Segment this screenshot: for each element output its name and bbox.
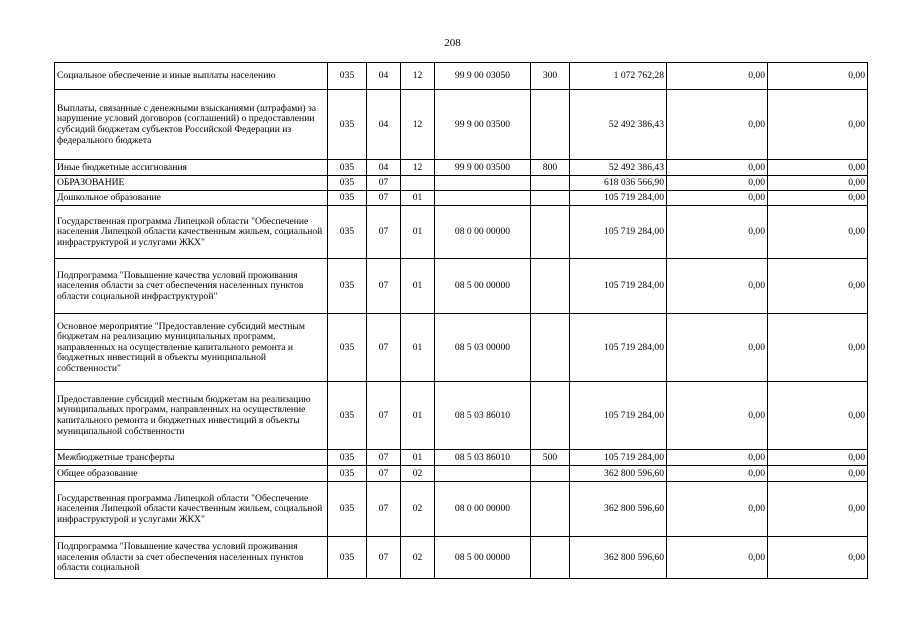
row-vr (531, 90, 570, 160)
row-sum3: 0,00 (768, 259, 868, 314)
row-rz: 04 (367, 90, 401, 160)
row-csr (435, 191, 531, 206)
row-rz: 07 (367, 450, 401, 466)
row-csr: 99 9 00 03500 (435, 160, 531, 176)
row-vr (531, 382, 570, 450)
row-sum1: 105 719 284,00 (570, 206, 667, 259)
row-csr: 08 5 00 00000 (435, 537, 531, 579)
row-vr (531, 482, 570, 537)
row-sum1: 105 719 284,00 (570, 259, 667, 314)
row-sum3: 0,00 (768, 537, 868, 579)
row-pr: 01 (401, 259, 435, 314)
row-vr (531, 537, 570, 579)
row-vr (531, 466, 570, 482)
row-vr (531, 176, 570, 191)
row-vr (531, 191, 570, 206)
row-sum2: 0,00 (667, 382, 768, 450)
row-sum2: 0,00 (667, 537, 768, 579)
table-row (55, 191, 868, 206)
row-gr: 035 (328, 314, 367, 382)
row-rz: 04 (367, 63, 401, 90)
row-sum1: 362 800 596,60 (570, 537, 667, 579)
table-row (55, 63, 868, 90)
row-pr: 01 (401, 206, 435, 259)
row-sum1: 105 719 284,00 (570, 191, 667, 206)
row-sum2: 0,00 (667, 450, 768, 466)
row-sum2: 0,00 (667, 482, 768, 537)
row-name: Выплаты, связанные с денежными взысканиями (штрафами) за нарушение условий договоров (соглашений) о предоставлении субсидий бюджетам субъектов Российской Федерации из федерального бюджета (55, 90, 328, 160)
row-sum3: 0,00 (768, 160, 868, 176)
row-pr: 02 (401, 466, 435, 482)
row-name: Государственная программа Липецкой области "Обеспечение населения Липецкой области качественным жильем, социальной инфраструктурой и услугами ЖКХ" (55, 482, 328, 537)
table-row (55, 259, 868, 314)
row-sum1: 52 492 386,43 (570, 90, 667, 160)
row-rz: 07 (367, 537, 401, 579)
row-rz: 07 (367, 191, 401, 206)
row-gr: 035 (328, 537, 367, 579)
row-rz: 07 (367, 382, 401, 450)
row-rz: 07 (367, 176, 401, 191)
row-sum3: 0,00 (768, 450, 868, 466)
row-gr: 035 (328, 90, 367, 160)
table-row (55, 466, 868, 482)
row-pr: 12 (401, 63, 435, 90)
row-vr (531, 259, 570, 314)
row-sum3: 0,00 (768, 176, 868, 191)
row-gr: 035 (328, 466, 367, 482)
row-sum2: 0,00 (667, 191, 768, 206)
row-name: Межбюджетные трансферты (55, 450, 328, 466)
row-sum2: 0,00 (667, 206, 768, 259)
row-sum3: 0,00 (768, 482, 868, 537)
table-row (55, 482, 868, 537)
row-csr (435, 466, 531, 482)
row-rz: 07 (367, 206, 401, 259)
row-sum2: 0,00 (667, 259, 768, 314)
row-name: Подпрограмма "Повышение качества условий проживания населения области за счет обеспечения населенных пунктов области социальной инфраструктурой" (55, 259, 328, 314)
row-sum2: 0,00 (667, 176, 768, 191)
row-pr: 12 (401, 160, 435, 176)
row-sum1: 362 800 596,60 (570, 482, 667, 537)
row-csr: 08 5 03 86010 (435, 450, 531, 466)
row-sum3: 0,00 (768, 90, 868, 160)
table-row (55, 90, 868, 160)
row-pr: 01 (401, 191, 435, 206)
table-row (55, 160, 868, 176)
row-sum1: 105 719 284,00 (570, 382, 667, 450)
row-rz: 07 (367, 466, 401, 482)
row-pr: 01 (401, 314, 435, 382)
row-gr: 035 (328, 206, 367, 259)
row-pr: 01 (401, 450, 435, 466)
row-sum3: 0,00 (768, 63, 868, 90)
row-sum3: 0,00 (768, 191, 868, 206)
table-row (55, 450, 868, 466)
row-csr: 99 9 00 03500 (435, 90, 531, 160)
row-rz: 07 (367, 482, 401, 537)
row-pr: 01 (401, 382, 435, 450)
row-pr: 12 (401, 90, 435, 160)
row-vr (531, 314, 570, 382)
row-name: Иные бюджетные ассигнования (55, 160, 328, 176)
table-row (55, 206, 868, 259)
row-name: Основное мероприятие "Предоставление субсидий местным бюджетам на реализацию муниципальных программ, направленных на осуществление капитального ремонта и бюджетных инвестиций в объекты муниципальной собственности" (55, 314, 328, 382)
row-csr: 08 0 00 00000 (435, 206, 531, 259)
row-csr: 08 0 00 00000 (435, 482, 531, 537)
row-gr: 035 (328, 160, 367, 176)
row-vr: 800 (531, 160, 570, 176)
row-rz: 07 (367, 259, 401, 314)
row-csr: 08 5 03 00000 (435, 314, 531, 382)
row-sum2: 0,00 (667, 90, 768, 160)
row-sum3: 0,00 (768, 314, 868, 382)
row-sum3: 0,00 (768, 382, 868, 450)
row-pr (401, 176, 435, 191)
row-gr: 035 (328, 63, 367, 90)
row-gr: 035 (328, 259, 367, 314)
row-vr: 300 (531, 63, 570, 90)
row-csr: 08 5 03 86010 (435, 382, 531, 450)
page-number: 208 (444, 37, 461, 49)
row-gr: 035 (328, 450, 367, 466)
row-pr: 02 (401, 482, 435, 537)
row-name: Подпрограмма "Повышение качества условий проживания населения области за счет обеспечения населенных пунктов области социальной (55, 537, 328, 579)
row-vr (531, 206, 570, 259)
row-gr: 035 (328, 382, 367, 450)
row-csr (435, 176, 531, 191)
table-row (55, 176, 868, 191)
row-sum2: 0,00 (667, 63, 768, 90)
row-sum1: 105 719 284,00 (570, 450, 667, 466)
row-sum1: 362 800 596,60 (570, 466, 667, 482)
row-sum2: 0,00 (667, 314, 768, 382)
table-row (55, 314, 868, 382)
row-name: Социальное обеспечение и иные выплаты населению (55, 63, 328, 90)
row-name: ОБРАЗОВАНИЕ (55, 176, 328, 191)
budget-table (54, 62, 868, 579)
row-pr: 02 (401, 537, 435, 579)
table-row (55, 537, 868, 579)
row-vr: 500 (531, 450, 570, 466)
row-name: Предоставление субсидий местным бюджетам на реализацию муниципальных программ, направленных на осуществление капитального ремонта и бюджетных инвестиций в объекты муниципальной собственности (55, 382, 328, 450)
row-name: Дошкольное образование (55, 191, 328, 206)
row-sum2: 0,00 (667, 466, 768, 482)
row-rz: 07 (367, 314, 401, 382)
row-csr: 08 5 00 00000 (435, 259, 531, 314)
row-csr: 99 9 00 03050 (435, 63, 531, 90)
row-sum1: 105 719 284,00 (570, 314, 667, 382)
row-name: Государственная программа Липецкой области "Обеспечение населения Липецкой области качественным жильем, социальной инфраструктурой и услугами ЖКХ" (55, 206, 328, 259)
table-body (55, 63, 868, 579)
row-sum1: 618 036 566,90 (570, 176, 667, 191)
row-gr: 035 (328, 482, 367, 537)
row-sum1: 1 072 762,28 (570, 63, 667, 90)
table-row (55, 382, 868, 450)
row-name: Общее образование (55, 466, 328, 482)
row-rz: 04 (367, 160, 401, 176)
row-sum3: 0,00 (768, 206, 868, 259)
row-gr: 035 (328, 176, 367, 191)
row-sum2: 0,00 (667, 160, 768, 176)
row-sum1: 52 492 386,43 (570, 160, 667, 176)
row-sum3: 0,00 (768, 466, 868, 482)
row-gr: 035 (328, 191, 367, 206)
